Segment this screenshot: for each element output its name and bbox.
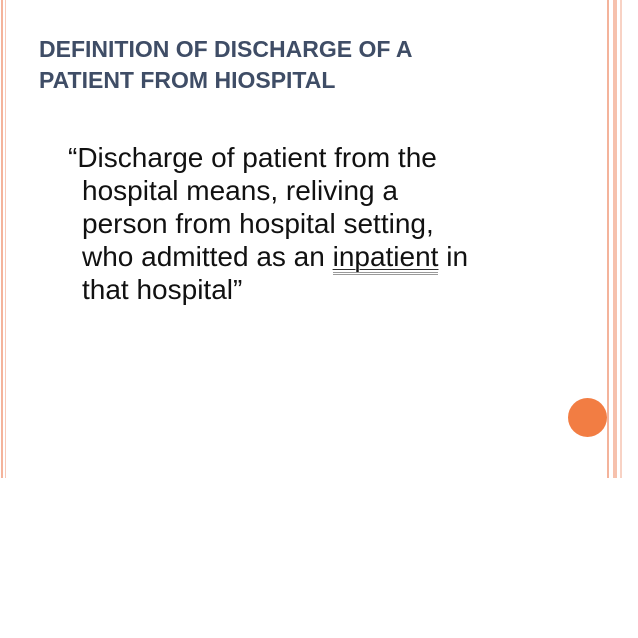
- right-border-line-outer: [620, 0, 622, 478]
- left-border-line-inner: [5, 0, 6, 478]
- right-border-line-thick: [613, 0, 617, 478]
- inpatient-underlined-word: inpatient: [333, 241, 439, 275]
- quote-line-3: person from hospital setting,: [82, 208, 434, 239]
- slide-title-line-2: PATIENT FROM HIOSPITAL: [39, 67, 336, 93]
- quote-line-5: that hospital”: [82, 274, 243, 305]
- quote-line-4-end: in: [438, 241, 469, 272]
- left-border-line: [1, 0, 3, 478]
- quote-line-1: “Discharge of patient from the: [68, 142, 437, 173]
- definition-quote: [68, 141, 538, 306]
- quote-line-2: hospital means, reliving a: [82, 175, 398, 206]
- quote-line-4: [68, 240, 538, 273]
- accent-circle: [568, 398, 607, 437]
- right-border-line: [607, 0, 609, 478]
- slide-title: [39, 34, 559, 96]
- quote-line-4-start: who admitted as an: [82, 241, 333, 272]
- slide-title-line-1: DEFINITION OF DISCHARGE OF A: [39, 36, 413, 62]
